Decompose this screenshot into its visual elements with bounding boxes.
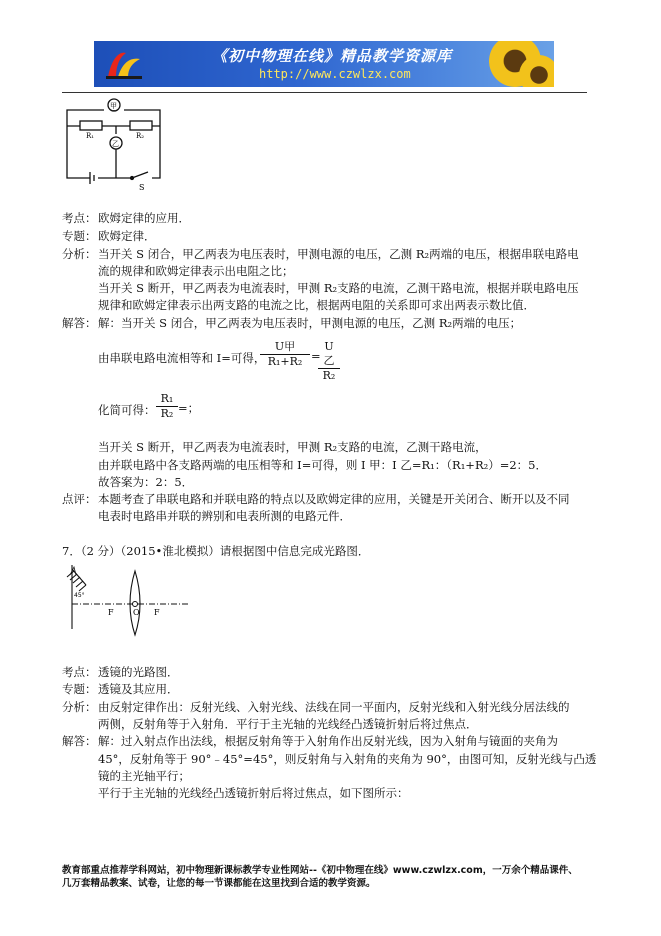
equals-sign: = bbox=[311, 349, 321, 363]
q6-dianping-line: 电表时电路串并联的辨别和电表所测的电路元件． bbox=[98, 509, 351, 523]
q6-jieda-line: 当开关 S 断开，甲乙两表为电流表时，甲测 R₂支路的电流，乙测干路电流， bbox=[98, 440, 487, 454]
fraction-numerator: U甲 bbox=[260, 340, 310, 355]
q6-fenxi-line: 规律和欧姆定律表示出两支路的电流之比，根据两电阻的关系即可求出两表示数比值． bbox=[98, 298, 535, 312]
q6-fenxi-line: 当开关 S 闭合，甲乙两表为电压表时，甲测电源的电压，乙测 R₂两端的电压，根据串联电路电 bbox=[98, 247, 579, 261]
circuit-diagram bbox=[60, 92, 175, 192]
meter-jia-label: 甲 bbox=[110, 102, 117, 110]
banner-url[interactable]: http://www.czwlzx.com bbox=[259, 67, 411, 81]
q7-fenxi-line: 两侧，反射角等于入射角．平行于主光轴的光线经凸透镜折射后将过焦点． bbox=[98, 717, 478, 731]
fraction-numerator: R₁ bbox=[156, 392, 178, 407]
site-logo-icon bbox=[104, 47, 144, 81]
q7-kaodian-label: 考点： bbox=[62, 665, 97, 679]
fraction-u-yi bbox=[318, 340, 340, 383]
q6-zhuanti: 欧姆定律． bbox=[98, 229, 156, 243]
q6-fenxi-line: 当开关 S 断开，甲乙两表为电流表时，甲测 R₂支路的电流，乙测干路电流，根据并联电路电压 bbox=[98, 281, 579, 295]
optical-center-label: O bbox=[133, 608, 140, 617]
banner-title: 《初中物理在线》精品教学资源库 bbox=[212, 47, 453, 65]
q6-fenxi-line: 流的规律和欧姆定律表示出电阻之比； bbox=[98, 264, 294, 278]
fraction-u-jia bbox=[260, 340, 310, 369]
q7-fenxi-line: 由反射定律作出：反射光线、入射光线、法线在同一平面内，反射光线和入射光线分居法线的 bbox=[98, 700, 570, 714]
footer-line: 几万套精品教案、试卷，让您的每一节课都能在这里找到合适的教学资源。 bbox=[62, 878, 376, 889]
q7-jieda-line: 45°，反射角等于 90°﹣45°=45°，则反射角与入射角的夹角为 90°，由图可知，反射光线与凸透 bbox=[98, 752, 597, 766]
q6-kaodian-label: 考点： bbox=[62, 211, 97, 225]
angle-label: 45° bbox=[74, 592, 85, 599]
q7-jieda-line: 平行于主光轴的光线经凸透镜折射后将过焦点，如下图所示： bbox=[98, 786, 409, 800]
fraction-numerator: U乙 bbox=[318, 340, 340, 369]
fraction-r1-r2 bbox=[156, 392, 178, 421]
focus-right-label: F bbox=[154, 608, 160, 617]
header-banner bbox=[94, 41, 554, 87]
switch-label: S bbox=[139, 183, 145, 192]
q7-jieda-line: 解：过入射点作出法线，根据反射角等于入射角作出反射光线，因为入射角与镜面的夹角为 bbox=[98, 734, 558, 748]
q7-jieda-label: 解答： bbox=[62, 734, 97, 748]
q7-stem: 7．（2 分）（2015•淮北模拟）请根据图中信息完成光路图． bbox=[62, 544, 370, 558]
q6-dianping-label: 点评： bbox=[62, 492, 97, 506]
meter-yi-label: 乙 bbox=[112, 140, 119, 148]
q6-fenxi-label: 分析： bbox=[62, 247, 97, 261]
q7-fenxi-label: 分析： bbox=[62, 700, 97, 714]
focus-left-label: F bbox=[108, 608, 114, 617]
q6-jieda-line: 解：当开关 S 闭合，甲乙两表为电压表时，甲测电源的电压，乙测 R₂两端的电压； bbox=[98, 316, 522, 330]
q7-kaodian: 透镜的光路图． bbox=[98, 665, 179, 679]
q6-jieda-label: 解答： bbox=[62, 316, 97, 330]
q6-kaodian: 欧姆定律的应用． bbox=[98, 211, 190, 225]
q6-jieda-line: 化简可得： bbox=[98, 403, 156, 417]
q7-zhuanti-label: 专题： bbox=[62, 682, 97, 696]
q6-zhuanti-label: 专题： bbox=[62, 229, 97, 243]
lens-mirror-diagram bbox=[62, 563, 197, 638]
fraction-tail: =； bbox=[178, 401, 200, 415]
fraction-denominator: R₂ bbox=[160, 407, 174, 420]
fraction-denominator: R₂ bbox=[322, 369, 336, 382]
q6-jieda-line: 由并联电路中各支路两端的电压相等和 I=可得，则 I 甲：I 乙=R₁：（R₁+R₂）=2：5． bbox=[98, 458, 547, 472]
sunflower-icon bbox=[519, 55, 554, 87]
q7-zhuanti: 透镜及其应用． bbox=[98, 682, 179, 696]
r2-label: R₂ bbox=[136, 132, 145, 140]
q6-jieda-line: 故答案为：2：5． bbox=[98, 475, 194, 489]
fraction-denominator: R₁+R₂ bbox=[267, 355, 303, 368]
footer-line: 教育部重点推荐学科网站，初中物理新课标教学专业性网站--《初中物理在线》www.czwlzx.com，一万余个精品课件、 bbox=[62, 865, 578, 876]
r1-label: R₁ bbox=[86, 132, 95, 140]
q6-jieda-line: 由串联电路电流相等和 I=可得， bbox=[98, 351, 266, 365]
q6-dianping-line: 本题考查了串联电路和并联电路的特点以及欧姆定律的应用，关键是开关闭合、断开以及不同 bbox=[98, 492, 570, 506]
q7-jieda-line: 镜的主光轴平行； bbox=[98, 769, 190, 783]
